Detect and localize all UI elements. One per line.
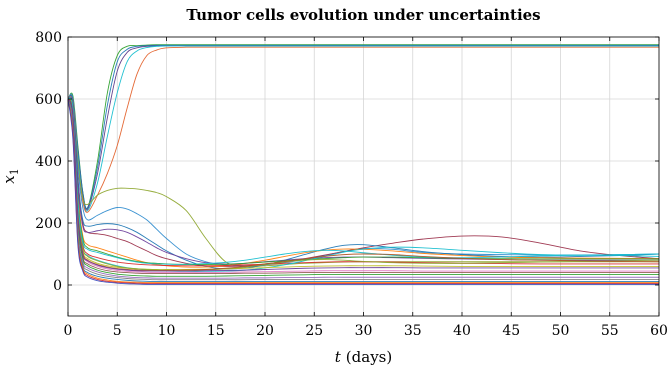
- x-tick-label: 40: [453, 323, 471, 339]
- x-axis-variable: t: [334, 348, 341, 366]
- x-tick-label: 10: [157, 323, 176, 339]
- y-tick-label: 200: [35, 216, 62, 232]
- x-tick-label: 45: [502, 323, 521, 339]
- y-tick-label: 400: [35, 154, 62, 170]
- y-tick-label: 800: [35, 30, 62, 46]
- y-tick-label: 0: [53, 278, 62, 294]
- x-tick-label: 0: [63, 323, 73, 339]
- x-tick-label: 35: [403, 323, 422, 339]
- chart-title: Tumor cells evolution under uncertainties: [186, 6, 541, 24]
- x-tick-label: 60: [650, 323, 668, 339]
- x-axis-label: [335, 348, 392, 366]
- y-tick-label: 600: [35, 92, 62, 108]
- axis-ticks: [35, 30, 668, 339]
- y-axis-label: [0, 168, 21, 183]
- x-tick-label: 15: [206, 323, 225, 339]
- x-tick-label: 20: [256, 323, 274, 339]
- y-axis-variable: x: [0, 175, 18, 184]
- x-tick-label: 55: [600, 323, 619, 339]
- x-tick-label: 5: [112, 323, 122, 339]
- x-axis-unit: (days): [345, 348, 393, 366]
- x-tick-label: 50: [551, 323, 570, 339]
- y-axis-subscript: 1: [8, 168, 21, 176]
- x-tick-label: 25: [305, 323, 324, 339]
- x-tick-label: 30: [354, 323, 373, 339]
